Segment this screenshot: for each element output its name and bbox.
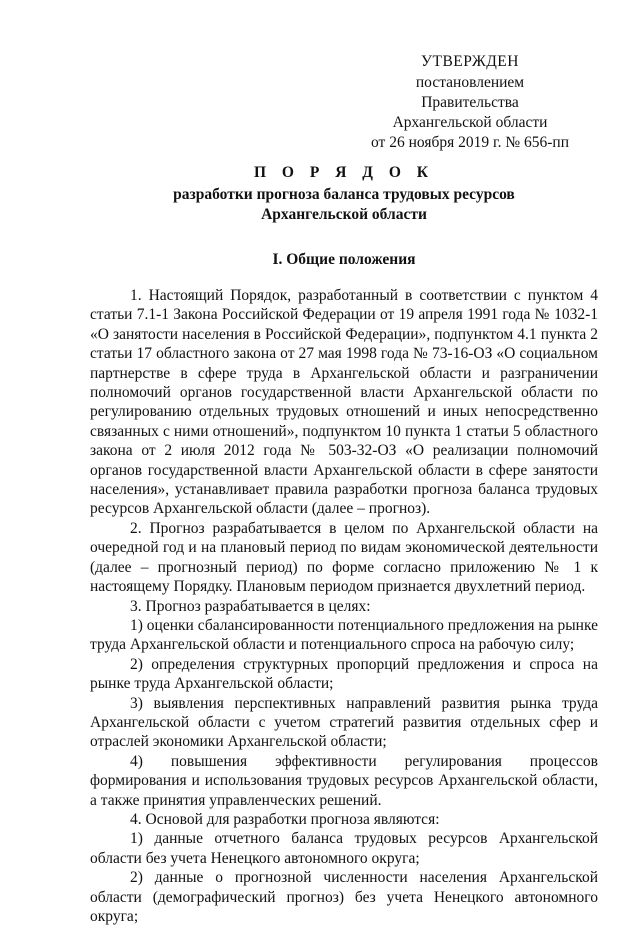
paragraph: 2. Прогноз разрабатывается в целом по Архангельской области на очередной год и на плановый период по видам экономической деятельности (далее – прогнозный период) по форме согласно приложению № 1 к настоящему Порядку. Плановым периодом признается двухлетний период. — [90, 519, 598, 596]
paragraph: 1) оценки сбалансированности потенциального предложения на рынке труда Архангельской области и потенциального спроса на рабочую силу; — [90, 616, 598, 654]
paragraph: 2) определения структурных пропорций предложения и спроса на рынке труда Архангельской области; — [90, 655, 598, 693]
document-title — [90, 163, 598, 225]
paragraph: 1) данные отчетного баланса трудовых ресурсов Архангельской области без учета Ненецкого автономного округа; — [90, 830, 598, 867]
title-subtitle-line: разработки прогноза баланса трудовых ресурсов — [173, 186, 515, 203]
approval-line: постановлением Правительства — [415, 74, 525, 111]
paragraph: 1. Настоящий Порядок, разработанный в соответствии с пунктом 4 статьи 7.1-1 Закона Российской Федерации от 19 апреля 1991 года № 1032-1 «О занятости населения в Российской Федерации», подпунктом 4.1 пункта 2 статьи 17 областного закона от 27 мая 1998 года № 73-16-ОЗ «О социальном партнерстве в сфере труда в Архангельской области и разграничении полномочий органов государственной власти Архангельской области по регулированию отдельных трудовых отношений и иных непосредственно связанных с ними отношений», подпунктом 10 пункта 1 статьи 5 областного закона от 2 июля 2012 года № 503-32-ОЗ «О реализации полномочий органов государственной власти Архангельской области в сфере занятости населения», устанавливает правила разработки прогноза баланса трудовых ресурсов Архангельской области (далее – прогноз). — [90, 287, 598, 518]
approval-stamp — [370, 52, 570, 153]
approval-heading: УТВЕРЖДЕН — [421, 53, 519, 70]
paragraph: 3) выявления перспективных направлений развития рынка труда Архангельской области с учетом стратегий развития отдельных сфер и отраслей экономики Архангельской области; — [90, 694, 598, 751]
paragraph: 2) данные о прогнозной численности населения Архангельской области (демографический прогноз) без учета Ненецкого автономного округа; — [90, 869, 598, 925]
section-heading: I. Общие положения — [272, 251, 416, 268]
title-subtitle-line: Архангельской области — [261, 206, 427, 223]
paragraph: 3. Прогноз разрабатывается в целях: — [130, 597, 371, 615]
approval-date-line: от 26 ноября 2019 г. № 656-пп — [371, 134, 569, 151]
document-body — [90, 286, 598, 926]
approval-line: Архангельской области — [392, 114, 548, 131]
title-main: П О Р Я Д О К — [254, 164, 434, 181]
paragraph: 4) повышения эффективности регулирования процессов формирования и использования трудовых ресурсов Архангельской области, а также принятия управленческих решений. — [90, 752, 598, 809]
paragraph: 4. Основой для разработки прогноза являются: — [130, 810, 440, 828]
